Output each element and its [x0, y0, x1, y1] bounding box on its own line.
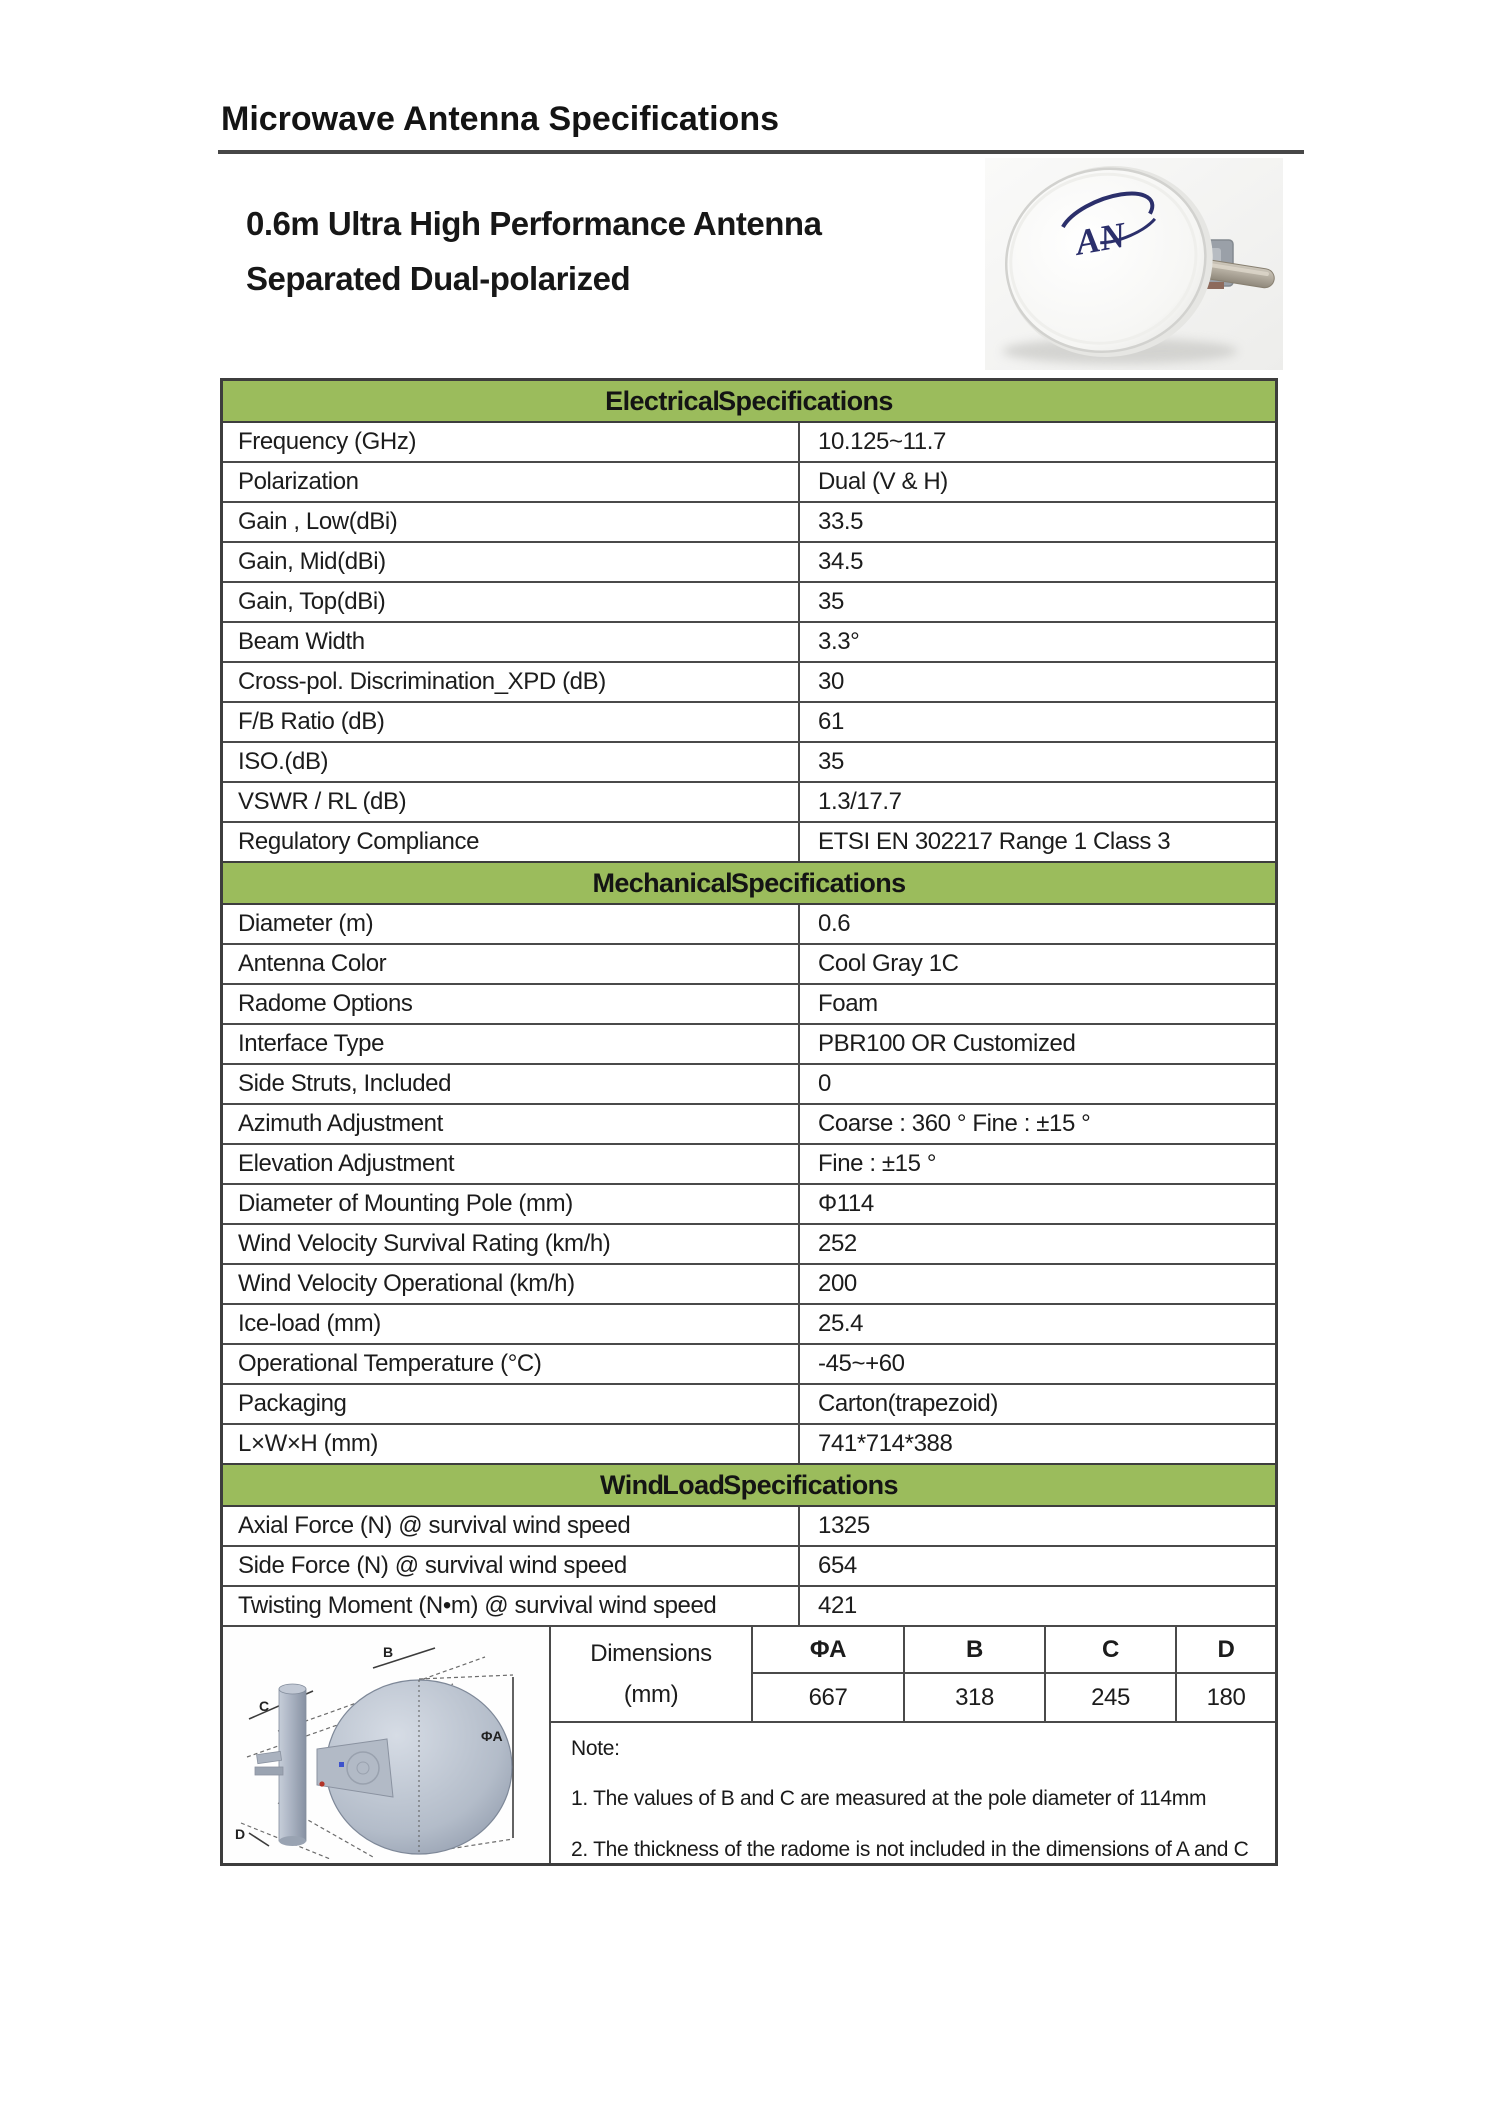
- spec-label: Diameter of Mounting Pole (mm): [238, 1190, 573, 1217]
- diagram-label-phi-a: ΦA: [481, 1728, 503, 1744]
- spec-label: Wind Velocity Survival Rating (km/h): [238, 1230, 611, 1257]
- spec-value: 33.5: [798, 503, 1275, 541]
- spec-row: [223, 1063, 1275, 1103]
- note-item: 2. The thickness of the radome is not included in the dimensions of A and C: [571, 1838, 1249, 1861]
- dim-val-phi-a: 667: [808, 1683, 848, 1711]
- spec-value: Φ114: [798, 1185, 1275, 1223]
- spec-value: 35: [798, 743, 1275, 781]
- spec-row: [223, 461, 1275, 501]
- section-rows-mechanical: [223, 905, 1275, 1463]
- spec-row: [223, 701, 1275, 741]
- spec-value: 1.3/17.7: [798, 783, 1275, 821]
- spec-value: 10.125~11.7: [798, 423, 1275, 461]
- spec-row: [223, 1585, 1275, 1625]
- dim-val-c: 245: [1044, 1674, 1175, 1721]
- note-cell: [551, 1723, 1275, 1889]
- spec-label: Polarization: [238, 468, 359, 495]
- section-header-mechanical: Mechanical Specifications: [223, 861, 1275, 905]
- spec-row: [223, 781, 1275, 821]
- section-mechanical: [223, 861, 1275, 1463]
- diagram-label-b: B: [383, 1644, 394, 1660]
- dimension-diagram: [223, 1627, 547, 1859]
- spec-label: Radome Options: [238, 990, 413, 1017]
- diagram-label-d: D: [235, 1826, 246, 1842]
- spec-label: Wind Velocity Operational (km/h): [238, 1270, 575, 1297]
- spec-row: [223, 1023, 1275, 1063]
- spec-value: 741*714*388: [798, 1425, 1275, 1463]
- spec-label: Gain , Low(dBi): [238, 508, 398, 535]
- spec-row: [223, 621, 1275, 661]
- spec-label: Side Struts, Included: [238, 1070, 452, 1097]
- spec-value: ETSI EN 302217 Range 1 Class 3: [798, 823, 1275, 861]
- spec-row: [223, 501, 1275, 541]
- antenna-photo: [985, 158, 1283, 370]
- spec-row: [223, 1183, 1275, 1223]
- spec-label: Interface Type: [238, 1030, 385, 1057]
- dim-col-phi-a: ΦA: [753, 1627, 903, 1674]
- dimensions-and-notes: [551, 1627, 1275, 1863]
- spec-label: Diameter (m): [238, 910, 374, 937]
- page-title: Microwave Antenna Specifications: [221, 100, 779, 138]
- section-electrical: [223, 381, 1275, 861]
- spec-value: Dual (V & H): [798, 463, 1275, 501]
- spec-value: Carton(trapezoid): [798, 1385, 1275, 1423]
- spec-row: [223, 1545, 1275, 1585]
- spec-row: [223, 821, 1275, 861]
- dimensions-section: [223, 1625, 1275, 1863]
- spec-value: Coarse : 360 ° Fine : ±15 °: [798, 1105, 1275, 1143]
- dim-col-d: D: [1175, 1627, 1275, 1674]
- diagram-label-c: C: [259, 1698, 270, 1714]
- note-heading: Note:: [571, 1737, 620, 1760]
- spec-row: [223, 1343, 1275, 1383]
- spec-label: ISO.(dB): [238, 748, 329, 775]
- spec-value: 200: [798, 1265, 1275, 1303]
- dimensions-unit: (mm): [623, 1680, 679, 1708]
- product-subtitle: [246, 196, 821, 306]
- spec-label: Packaging: [238, 1390, 347, 1417]
- spec-value: 35: [798, 583, 1275, 621]
- section-rows-electrical: [223, 423, 1275, 861]
- spec-value: 3.3°: [798, 623, 1275, 661]
- spec-row: [223, 541, 1275, 581]
- spec-label: Gain, Top(dBi): [238, 588, 386, 615]
- spec-label: Side Force (N) @ survival wind speed: [238, 1552, 627, 1579]
- dim-col-c: C: [1044, 1627, 1175, 1674]
- spec-label: VSWR / RL (dB): [238, 788, 407, 815]
- spec-row: [223, 1103, 1275, 1143]
- antenna-photo-art: [985, 158, 1283, 370]
- spec-value: Fine : ±15 °: [798, 1145, 1275, 1183]
- spec-label: Elevation Adjustment: [238, 1150, 455, 1177]
- spec-value: 654: [798, 1547, 1275, 1585]
- spec-label: Regulatory Compliance: [238, 828, 480, 855]
- spec-row: [223, 423, 1275, 461]
- spec-label: Ice-load (mm): [238, 1310, 381, 1337]
- spec-label: Operational Temperature (°C): [238, 1350, 542, 1377]
- spec-value: 0: [798, 1065, 1275, 1103]
- spec-row: [223, 1263, 1275, 1303]
- spec-value: 30: [798, 663, 1275, 701]
- spec-label: Twisting Moment (N•m) @ survival wind speed: [238, 1592, 717, 1619]
- dim-val-d: 180: [1175, 1674, 1275, 1721]
- logo-text: AN: [1072, 214, 1129, 263]
- spec-value: Foam: [798, 985, 1275, 1023]
- spec-label: Azimuth Adjustment: [238, 1110, 443, 1137]
- spec-row: [223, 943, 1275, 983]
- dimensions-table: [551, 1627, 1275, 1723]
- note-item: 1. The values of B and C are measured at the pole diameter of 114mm: [571, 1787, 1207, 1810]
- spec-row: [223, 1303, 1275, 1343]
- product-subtitle-line2: Separated Dual-polarized: [246, 260, 631, 297]
- spec-label: Gain, Mid(dBi): [238, 548, 386, 575]
- product-subtitle-line1: 0.6m Ultra High Performance Antenna: [246, 205, 822, 242]
- spec-label: F/B Ratio (dB): [238, 708, 385, 735]
- spec-row: [223, 1423, 1275, 1463]
- spec-label: Frequency (GHz): [238, 428, 417, 455]
- spec-label: Axial Force (N) @ survival wind speed: [238, 1512, 631, 1539]
- spec-value: 1325: [798, 1507, 1275, 1545]
- note-list: [571, 1787, 1255, 1862]
- spec-value: PBR100 OR Customized: [798, 1025, 1275, 1063]
- spec-row: [223, 1143, 1275, 1183]
- spec-table: [220, 378, 1278, 1866]
- dimensions-label: Dimensions: [590, 1639, 712, 1667]
- spec-value: -45~+60: [798, 1345, 1275, 1383]
- spec-row: [223, 581, 1275, 621]
- spec-value: 34.5: [798, 543, 1275, 581]
- spec-label: Cross-pol. Discrimination_XPD (dB): [238, 668, 606, 695]
- spec-value: 61: [798, 703, 1275, 741]
- spec-value: 25.4: [798, 1305, 1275, 1343]
- spec-row: [223, 983, 1275, 1023]
- dimensions-row-label: [551, 1627, 753, 1721]
- section-header-wind-load: Wind Load Specifications: [223, 1463, 1275, 1507]
- spec-row: [223, 1223, 1275, 1263]
- dim-col-b: B: [903, 1627, 1044, 1674]
- section-rows-wind-load: [223, 1507, 1275, 1625]
- spec-label: Antenna Color: [238, 950, 387, 977]
- spec-row: [223, 661, 1275, 701]
- section-header-electrical: Electrical Specifications: [223, 381, 1275, 423]
- spec-label: Beam Width: [238, 628, 365, 655]
- spec-label: L×W×H (mm): [238, 1430, 379, 1457]
- spec-row: [223, 1383, 1275, 1423]
- section-wind-load: [223, 1463, 1275, 1625]
- spec-row: [223, 905, 1275, 943]
- spec-value: 0.6: [798, 905, 1275, 943]
- spec-row: [223, 1507, 1275, 1545]
- spec-value: Cool Gray 1C: [798, 945, 1275, 983]
- spec-value: 252: [798, 1225, 1275, 1263]
- dimension-diagram-cell: [223, 1627, 551, 1863]
- spec-row: [223, 741, 1275, 781]
- dim-val-b: 318: [903, 1674, 1044, 1721]
- title-underline: [218, 150, 1304, 154]
- spec-value: 421: [798, 1587, 1275, 1625]
